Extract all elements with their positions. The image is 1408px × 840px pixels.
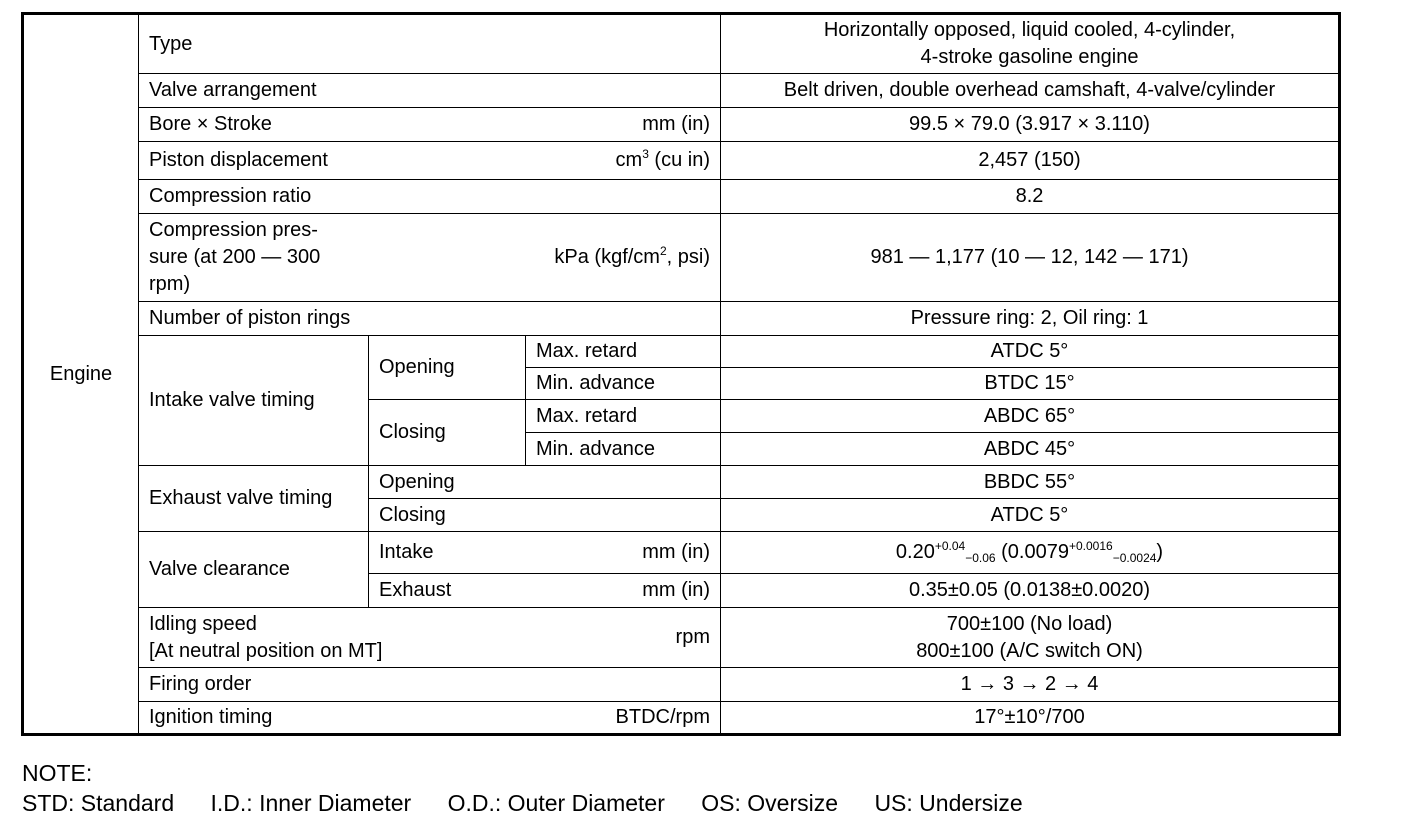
piston-rings-label: Number of piston rings [139, 302, 721, 336]
intake-closing-min-advance-label: Min. advance [526, 433, 721, 466]
engine-spec-table [21, 12, 1341, 736]
exhaust-opening-value: BBDC 55° [721, 466, 1340, 499]
intake-timing-label: Intake valve timing [139, 336, 369, 466]
piston-rings-value: Pressure ring: 2, Oil ring: 1 [721, 302, 1340, 336]
compression-pressure-label: Compression pres- sure (at 200 — 300 rpm) kPa ($kgf/cm^2$, psi) [139, 214, 721, 302]
intake-closing-min-advance-value: ABDC 45° [721, 433, 1340, 466]
intake-opening-max-retard-value: ATDC 5° [721, 336, 1340, 368]
bore-stroke-value: 99.5 × 79.0 (3.917 × 3.110) [721, 108, 1340, 142]
valve-clearance-exhaust-value: 0.35±0.05 (0.0138±0.0020) [721, 574, 1340, 608]
note-section [22, 758, 1053, 818]
intake-opening-min-advance-value: BTDC 15° [721, 368, 1340, 400]
note-item: I.D.: Inner Diameter [210, 790, 412, 816]
bore-stroke-label: Bore × Stroke mm (in) [139, 108, 721, 142]
note-item: O.D.: Outer Diameter [447, 790, 665, 816]
compression-pressure-value: 981 — 1,177 (10 — 12, 142 — 171) [721, 214, 1340, 302]
note-item: STD: Standard [22, 790, 175, 816]
type-value: Horizontally opposed, liquid cooled, 4-cylinder, 4-stroke gasoline engine [721, 14, 1340, 74]
valve-clearance-exhaust-label: Exhaust mm (in) [369, 574, 721, 608]
ignition-timing-value: 17°±10°/700 [721, 702, 1340, 735]
exhaust-opening-label: Opening [369, 466, 721, 499]
firing-order-value: 1 → 3 → 2 → 4 [721, 668, 1340, 702]
valve-arrangement-label: Valve arrangement [139, 74, 721, 108]
valve-clearance-label: Valve clearance [139, 532, 369, 608]
exhaust-closing-label: Closing [369, 499, 721, 532]
note-title: NOTE: [22, 760, 93, 786]
intake-opening-max-retard-label: Max. retard [526, 336, 721, 368]
compression-ratio-label: Compression ratio [139, 180, 721, 214]
piston-displacement-label: Piston displacement $cm^3$ (cu in) [139, 142, 721, 180]
ignition-timing-label: Ignition timing BTDC/rpm [139, 702, 721, 735]
type-label: Type [139, 14, 721, 74]
intake-opening-min-advance-label: Min. advance [526, 368, 721, 400]
intake-closing-max-retard-label: Max. retard [526, 400, 721, 433]
intake-opening-label: Opening [369, 336, 526, 400]
valve-clearance-intake-value: $0.20^{+0.04}_{-0.06}$ $(0.0079^{+0.0016}_{-0.0024})$ [721, 532, 1340, 574]
note-items [22, 788, 1053, 818]
piston-displacement-value: 2,457 (150) [721, 142, 1340, 180]
note-item: US: Undersize [874, 790, 1023, 816]
category-cell: Engine [23, 14, 139, 735]
intake-closing-max-retard-value: ABDC 65° [721, 400, 1340, 433]
idling-speed-label: Idling speed [At neutral position on MT] rpm [139, 608, 721, 668]
note-item: OS: Oversize [701, 790, 839, 816]
valve-arrangement-value: Belt driven, double overhead camshaft, 4-valve/cylinder [721, 74, 1340, 108]
intake-closing-label: Closing [369, 400, 526, 466]
compression-ratio-value: 8.2 [721, 180, 1340, 214]
valve-clearance-intake-label: Intake mm (in) [369, 532, 721, 574]
exhaust-timing-label: Exhaust valve timing [139, 466, 369, 532]
firing-order-label: Firing order [139, 668, 721, 702]
idling-speed-value: 700±100 (No load) 800±100 (A/C switch ON) [721, 608, 1340, 668]
exhaust-closing-value: ATDC 5° [721, 499, 1340, 532]
